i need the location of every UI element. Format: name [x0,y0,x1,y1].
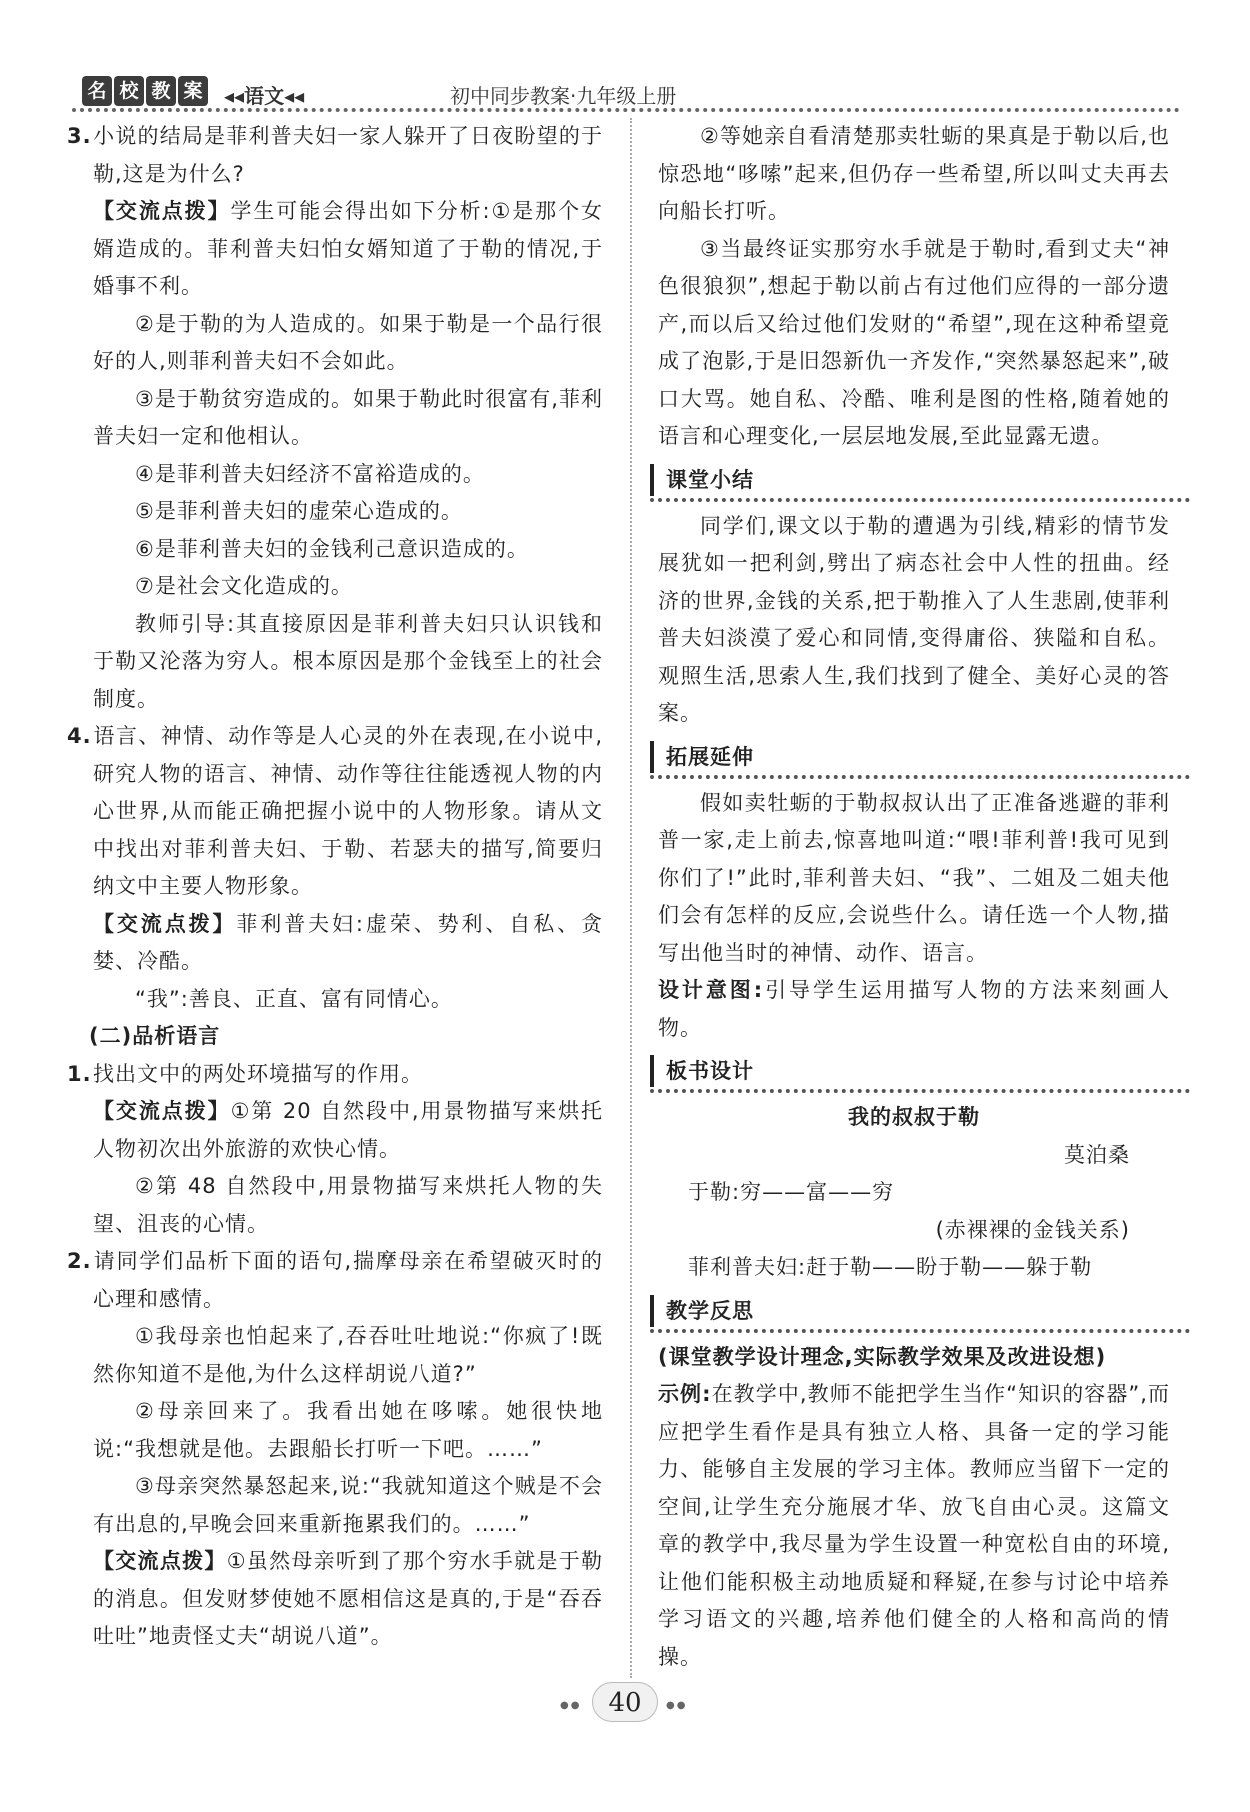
answer-paragraph: ②是于勒的为人造成的。如果于勒是一个品行很好的人,则菲利普夫妇不会如此。 [93,311,603,373]
discussion-tag: 【交流点拨】 [93,911,237,936]
reflection-body: 在教学中,教师不能把学生当作“知识的容器”,而应把学生看作是具有独立人格、具备一定的学习能力、能够自主发展的学习主体。教师应当留下一定的空间,让学生充分施展才华、放飞自由心灵。这篇文章的教学中,我尽量为学生设置一种宽松自由的环境,让他们能积极主动地质疑和释疑,在参与讨论中培养学习语文的兴趣,培养他们健全的人格和高尚的情操。 [658,1382,1170,1669]
reflection-text [658,1376,1170,1676]
section-marker [650,741,654,773]
answer-paragraph [93,193,603,306]
answer-paragraph [93,906,603,981]
section-heading: 板书设计 [666,1059,754,1083]
discussion-tag: 【交流点拨】 [93,1099,231,1123]
board-note: (赤裸裸的金钱关系) [935,1217,1130,1242]
brand-char: 校 [114,76,144,106]
summary-text: 同学们,课文以于勒的遭遇为引线,精彩的情节发展犹如一把利剑,劈出了病态社会中人性的扭曲。经济的世界,金钱的关系,把于勒推入了人生悲剧,使菲利普夫妇淡漠了爱心和同情,变得庸俗、狭隘和自私。观照生活,思索人生,我们找到了健全、美好心灵的答案。 [658,513,1170,725]
section-rule [650,775,1190,779]
answer-paragraph: ⑦是社会文化造成的。 [135,574,353,598]
design-label: 设计意图: [658,978,764,1002]
answer-paragraph: ⑤是菲利普夫妇的虚荣心造成的。 [135,499,463,523]
question-number: 4. [67,724,92,748]
answer-text: 菲利普夫妇:虚荣、势利、自私、贪婪、冷酷。 [93,911,603,973]
brand-logo [82,76,208,106]
page-ornament-right: ●● [666,1700,688,1711]
question-text: 请同学们品析下面的语句,揣摩母亲在希望破灭时的心理和感情。 [93,1249,603,1311]
teacher-guide: 教师引导:其直接原因是菲利普夫妇只认识钱和于勒又沦落为穷人。根本原因是那个金钱至上的社会制度。 [93,611,603,711]
page-number: 40 [592,1682,658,1722]
section-marker [650,464,654,496]
question-text: 语言、神情、动作等是人心灵的外在表现,在小说中,研究人物的语言、神情、动作等往往能透视人物的内心世界,从而能正确把握小说中的人物形象。请从文中找出对菲利普夫妇、于勒、若瑟夫的描写,简要归纳文中主要人物形象。 [93,724,603,898]
section-heading: 课堂小结 [666,467,754,492]
section-header-extension [658,737,1170,785]
board-title: 我的叔叔于勒 [848,1105,980,1129]
language-question-2 [67,1243,603,1318]
answer-paragraph [93,1543,603,1656]
section-title: (二)品析语言 [89,1024,221,1048]
answer-paragraph [93,1093,603,1168]
answer-paragraph: “我”:善良、正直、富有同情心。 [135,986,453,1011]
board-line: 于勒:穷——富——穷 [688,1180,895,1204]
answer-paragraph: ②第 48 自然段中,用景物描写来烘托人物的失望、沮丧的心情。 [93,1174,603,1236]
question-number: 2. [67,1249,92,1273]
question-4 [67,718,603,906]
subject-label: ◂◂语文◂◂ [224,84,305,108]
section-marker [650,1295,654,1327]
design-intent [658,972,1170,1047]
header-divider [72,108,1180,112]
section-marker [650,1055,654,1087]
answer-paragraph: ④是菲利普夫妇经济不富裕造成的。 [135,461,485,486]
brand-char: 案 [178,76,208,106]
example-label: 示例: [658,1382,712,1406]
right-column [658,118,1170,1676]
page-header [72,74,1180,110]
brand-char: 教 [146,76,176,106]
discussion-tag: 【交流点拨】 [93,1549,227,1573]
brand-char: 名 [82,76,112,106]
column-divider [630,118,632,1678]
question-number: 1. [67,1061,92,1086]
section-header-reflection [658,1291,1170,1339]
discussion-tag: 【交流点拨】 [93,199,231,223]
design-text: 引导学生运用描写人物的方法来刻画人物。 [658,978,1171,1040]
section-rule [650,498,1190,502]
answer-paragraph: ②等她亲自看清楚那卖牡蛎的果真是于勒以后,也惊恐地“哆嗦”起来,但仍存一些希望,所以叫丈夫再去向船长打听。 [658,124,1170,223]
board-line: 菲利普夫妇:赶于勒——盼于勒——躲于勒 [688,1255,1093,1279]
board-author: 莫泊桑 [1064,1142,1130,1167]
section-rule [650,1089,1190,1093]
question-number: 3. [67,124,92,148]
extension-text: 假如卖牡蛎的于勒叔叔认出了正准备逃避的菲利普一家,走上前去,惊喜地叫道:“喂!菲利普!我可见到你们了!”此时,菲利普夫妇、“我”、二姐及二姐夫他们会有怎样的反应,会说些什么。请任选一个人物,描写出他当时的神情、动作、语言。 [658,790,1170,965]
section-heading: 教学反思 [666,1298,754,1323]
language-question-1 [67,1056,603,1094]
question-3 [67,118,603,193]
answer-paragraph: ③是于勒贫穷造成的。如果于勒此时很富有,菲利普夫妇一定和他相认。 [93,386,603,448]
answer-text: 学生可能会得出如下分析:①是那个女婿造成的。菲利普夫妇怕女婿知道了于勒的情况,于婚事不利。 [93,199,603,298]
quoted-sentence: ①我母亲也怕起来了,吞吞吐吐地说:“你疯了!既然你知道不是他,为什么这样胡说八道?” [93,1324,603,1386]
book-title: 初中同步教案·九年级上册 [450,84,677,108]
answer-text: ①虽然母亲听到了那个穷水手就是于勒的消息。但发财梦使她不愿相信这是真的,于是“吞吞吐吐”地责怪丈夫“胡说八道”。 [93,1549,604,1648]
section-header-summary [658,460,1170,508]
reflection-subtitle: (课堂教学设计理念,实际教学效果及改进设想) [658,1344,1107,1369]
left-column [67,118,604,1656]
question-text: 小说的结局是菲利普夫妇一家人躲开了日夜盼望的于勒,这是为什么? [93,124,603,186]
answer-paragraph: ⑥是菲利普夫妇的金钱利己意识造成的。 [135,536,529,561]
page-ornament-left: ●● [560,1700,582,1711]
answer-text: ①第 20 自然段中,用景物描写来烘托人物初次出外旅游的欢快心情。 [93,1099,604,1161]
question-text: 找出文中的两处环境描写的作用。 [93,1061,423,1086]
section-heading: 拓展延伸 [666,744,754,769]
section-header-board [658,1051,1170,1099]
answer-paragraph: ③当最终证实那穷水手就是于勒时,看到丈夫“神色很狼狈”,想起于勒以前占有过他们应得的一部分遗产,而以后又给过他们发财的“希望”,现在这种希望竟成了泡影,于是旧怨新仇一齐发作,“突然暴怒起来”,破口大骂。她自私、冷酷、唯利是图的性格,随着她的语言和心理变化,一层层地发展,至此显露无遗。 [658,236,1170,448]
quoted-sentence: ③母亲突然暴怒起来,说:“我就知道这个贼是不会有出息的,早晚会回来重新拖累我们的。……” [93,1474,603,1536]
section-rule [650,1329,1190,1333]
quoted-sentence: ②母亲回来了。我看出她在哆嗦。她很快地说:“我想就是他。去跟船长打听一下吧。……” [93,1399,603,1461]
